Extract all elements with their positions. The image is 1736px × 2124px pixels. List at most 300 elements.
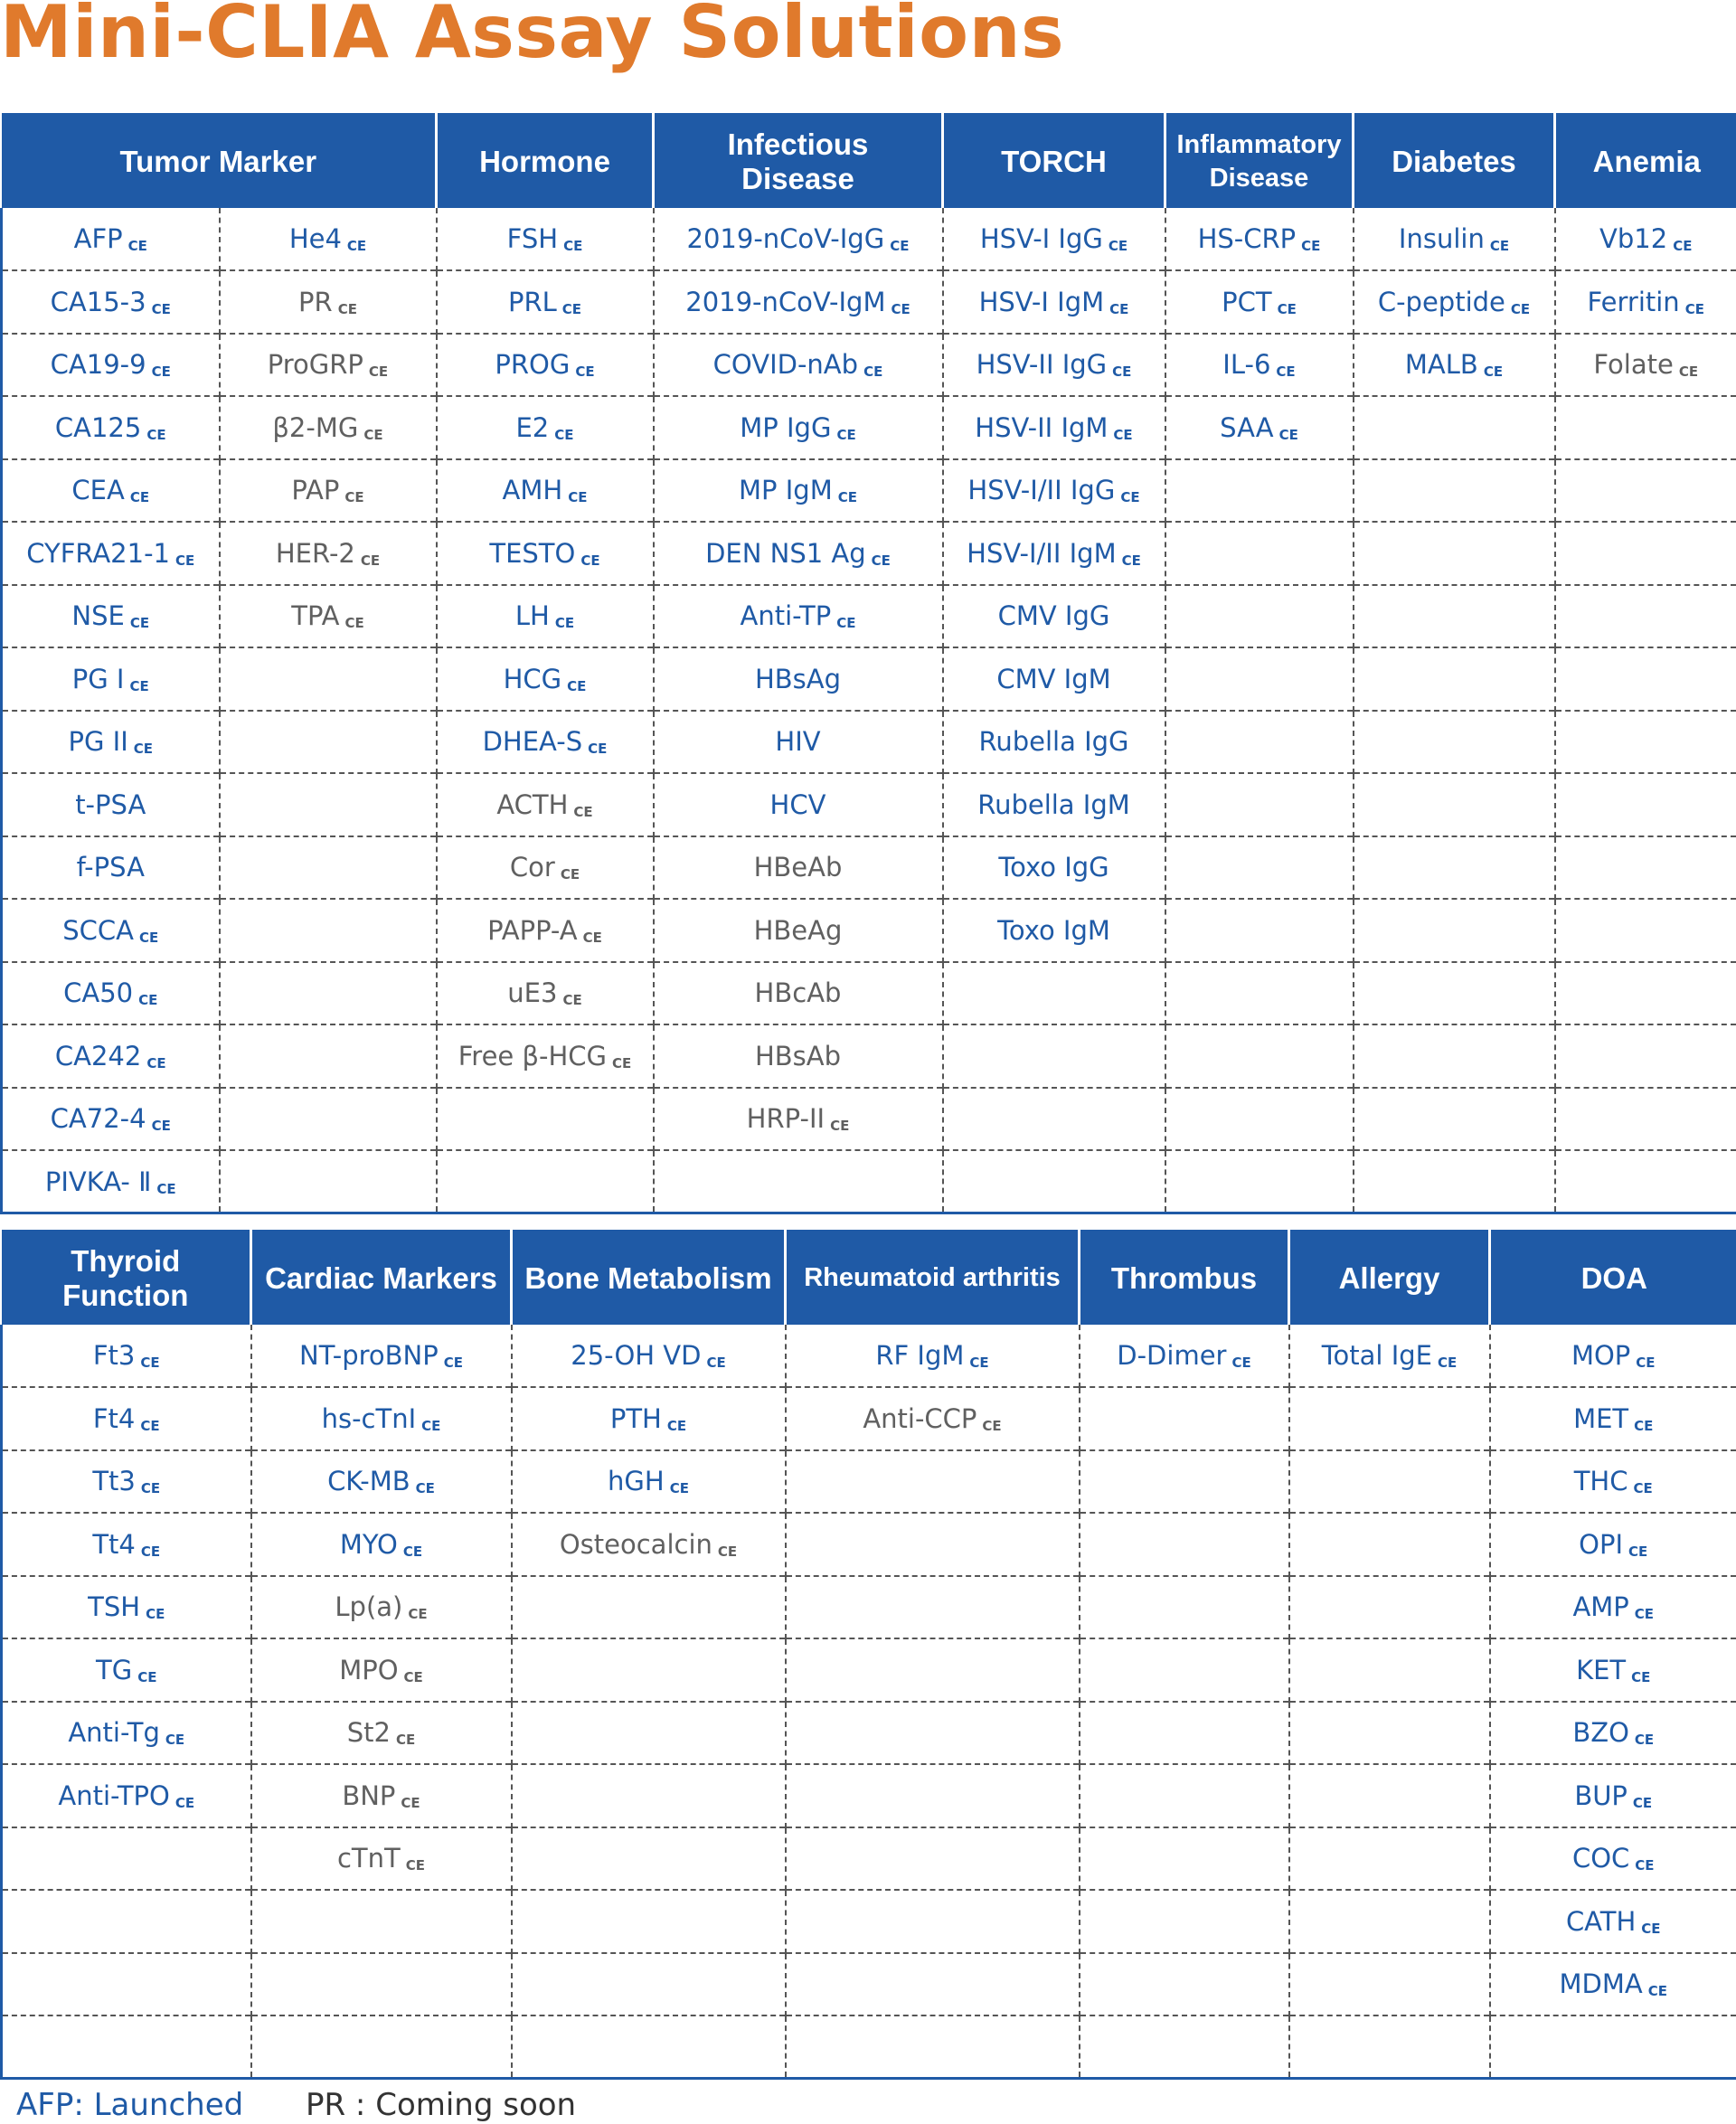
ce-mark-icon: CE [1631, 1668, 1651, 1685]
assay-name: CMV IgG [997, 600, 1110, 632]
empty-cell [2, 1827, 251, 1891]
column-header-anemia [1555, 115, 1736, 208]
header-label: Thyroid Function [62, 1243, 189, 1312]
ce-mark-icon: CE [612, 1054, 632, 1071]
ce-mark-icon: CE [401, 1794, 420, 1811]
ce-mark-icon: CE [156, 1180, 176, 1197]
empty-cell [1289, 1890, 1490, 1953]
assay-name: HER-2 [275, 537, 355, 569]
assay-name: Rubella IgM [977, 788, 1130, 820]
ce-mark-icon: CE [1437, 1354, 1458, 1371]
header-label: Tumor Marker [119, 144, 317, 178]
assay-name: Anti-CCP [863, 1402, 977, 1434]
header-label: Disease [741, 161, 854, 195]
assay-cell-den-ns1-ag [654, 522, 943, 585]
assay-name: He4 [288, 222, 342, 254]
assay-name: ACTH [496, 788, 569, 820]
ce-mark-icon: CE [1636, 1354, 1656, 1371]
empty-cell [437, 1150, 654, 1213]
ce-mark-icon: CE [1301, 237, 1321, 254]
assay-cell-pg-ii [2, 711, 220, 774]
table-row [2, 1450, 1736, 1514]
assay-name: HS-CRP [1197, 222, 1297, 254]
empty-cell [1289, 1450, 1490, 1514]
ce-mark-icon: CE [669, 1480, 689, 1497]
assay-name: cTnT [336, 1843, 401, 1874]
assay-name: RF IgM [875, 1339, 965, 1371]
assay-cell-amh [437, 459, 654, 523]
header-label: Infectious [727, 127, 869, 161]
assay-cell-ca242 [2, 1024, 220, 1088]
assay-name: AMH [502, 475, 563, 506]
empty-cell [1165, 773, 1354, 836]
assay-cell-anti-tp [654, 585, 943, 648]
assay-cell-bnp [251, 1764, 512, 1827]
assay-cell-hbsab [654, 1024, 943, 1088]
assay-name: CEA [71, 475, 125, 506]
empty-cell [1165, 1150, 1354, 1213]
empty-cell [1555, 711, 1736, 774]
assay-name: PCT [1222, 286, 1272, 317]
empty-cell [1165, 1024, 1354, 1088]
column-header-bone-metabolism [512, 1232, 786, 1325]
assay-cell-tpa [220, 585, 437, 648]
empty-cell [943, 1150, 1165, 1213]
ce-mark-icon: CE [561, 300, 582, 317]
assay-cell-pct [1165, 270, 1354, 334]
table-row [2, 334, 1736, 397]
assay-table-2 [0, 1230, 1736, 2080]
empty-cell [251, 1953, 512, 2016]
empty-cell [1165, 585, 1354, 648]
assay-cell-hbeag [654, 899, 943, 962]
assay-cell-acth [437, 773, 654, 836]
assay-cell-testo [437, 522, 654, 585]
empty-cell [1555, 1150, 1736, 1213]
ce-mark-icon: CE [360, 552, 381, 569]
empty-cell [512, 1827, 786, 1891]
ce-mark-icon: CE [1635, 1857, 1655, 1874]
ce-mark-icon: CE [146, 1054, 166, 1071]
assay-cell-thc [1490, 1450, 1736, 1514]
column-header-infectious-disease [654, 115, 943, 208]
assay-name: Total IgE [1321, 1339, 1432, 1371]
assay-name: Tt4 [92, 1528, 136, 1560]
assay-name: HCV [769, 788, 826, 820]
assay-cell-ctnt [251, 1827, 512, 1891]
ce-mark-icon: CE [1634, 1606, 1655, 1623]
empty-cell [1555, 647, 1736, 711]
assay-cell-f-psa [2, 836, 220, 900]
assay-name: DEN NS1 Ag [705, 537, 866, 569]
assay-cell-cea [2, 459, 220, 523]
assay-name: PIVKA- Ⅱ [44, 1166, 152, 1197]
ce-mark-icon: CE [567, 677, 587, 694]
assay-name: TG [96, 1654, 133, 1685]
ce-mark-icon: CE [175, 552, 195, 569]
empty-cell [1080, 1387, 1289, 1450]
assay-cell-hbcab [654, 962, 943, 1025]
table-row [2, 1387, 1736, 1450]
assay-cell-cath [1490, 1890, 1736, 1953]
assay-cell-bup [1490, 1764, 1736, 1827]
table-row [2, 396, 1736, 459]
assay-name: β2-MG [272, 411, 359, 443]
assay-name: HSV-I/II IgG [967, 475, 1116, 506]
assay-cell-hcv [654, 773, 943, 836]
assay-cell-anti-tg [2, 1702, 251, 1765]
ce-mark-icon: CE [1641, 1920, 1661, 1937]
ce-mark-icon: CE [969, 1354, 989, 1371]
table-row [2, 1325, 1736, 1388]
empty-cell [1080, 1764, 1289, 1827]
assay-cell-mp-igg [654, 396, 943, 459]
ce-mark-icon: CE [129, 489, 150, 506]
assay-name: CK-MB [327, 1466, 410, 1497]
column-header-allergy [1289, 1232, 1490, 1325]
assay-cell-papp-a [437, 899, 654, 962]
empty-cell [1289, 1513, 1490, 1576]
column-header-doa [1490, 1232, 1736, 1325]
assay-cell-cyfra21-1 [2, 522, 220, 585]
ce-mark-icon: CE [1678, 363, 1699, 381]
ce-mark-icon: CE [127, 237, 147, 254]
ce-mark-icon: CE [982, 1417, 1002, 1434]
assay-cell-scca [2, 899, 220, 962]
assay-cell-hbsag [654, 647, 943, 711]
assay-name: SAA [1220, 411, 1274, 443]
assay-name: Toxo IgG [998, 852, 1109, 883]
table-row [2, 1890, 1736, 1953]
assay-cell-hsv-i-ii-igm [943, 522, 1165, 585]
empty-cell [1165, 522, 1354, 585]
assay-name: PROG [495, 349, 571, 381]
table-row [2, 1024, 1736, 1088]
ce-mark-icon: CE [554, 426, 574, 443]
assay-name: 25-OH VD [571, 1339, 702, 1371]
assay-name: DHEA-S [482, 726, 583, 758]
empty-cell [786, 1702, 1080, 1765]
table-row [2, 1702, 1736, 1765]
assay-name: MPO [339, 1654, 399, 1685]
ce-mark-icon: CE [146, 1606, 165, 1623]
assay-name: D-Dimer [1117, 1339, 1227, 1371]
ce-mark-icon: CE [344, 489, 364, 506]
assay-cell-ca19-9 [2, 334, 220, 397]
assay-cell-pth [512, 1387, 786, 1450]
ce-mark-icon: CE [140, 1354, 160, 1371]
empty-cell [1289, 1702, 1490, 1765]
assay-cell-opi [1490, 1513, 1736, 1576]
ce-mark-icon: CE [151, 363, 171, 381]
assay-name: CA72-4 [50, 1103, 146, 1135]
assay-cell-hsv-ii-igg [943, 334, 1165, 397]
empty-cell [943, 1088, 1165, 1151]
empty-cell [1165, 459, 1354, 523]
assay-cell-toxo-igm [943, 899, 1165, 962]
empty-cell [2, 2015, 251, 2079]
table-row [2, 270, 1736, 334]
assay-name: SCCA [62, 914, 134, 946]
legend-coming-soon: PR : Coming soon [306, 2087, 577, 2123]
ce-mark-icon: CE [421, 1417, 441, 1434]
ce-mark-icon: CE [140, 1417, 160, 1434]
ce-mark-icon: CE [403, 1668, 423, 1685]
empty-cell [786, 1890, 1080, 1953]
empty-cell [2, 1953, 251, 2016]
assay-cell-c-peptide [1354, 270, 1555, 334]
assay-cell-toxo-igg [943, 836, 1165, 900]
assay-cell-tt4 [2, 1513, 251, 1576]
empty-cell [1354, 585, 1555, 648]
assay-cell-2019-ncov-igg [654, 208, 943, 271]
assay-cell-cor [437, 836, 654, 900]
column-header-torch [943, 115, 1165, 208]
column-header-tumor-marker [2, 115, 437, 208]
assay-cell-nt-probnp [251, 1325, 512, 1388]
ce-mark-icon: CE [1120, 489, 1140, 506]
column-header-rheumatoid-arthritis [786, 1232, 1080, 1325]
empty-cell [220, 773, 437, 836]
assay-name: Cor [509, 852, 555, 883]
assay-cell-prl [437, 270, 654, 334]
ce-mark-icon: CE [1113, 426, 1133, 443]
ce-mark-icon: CE [1634, 1417, 1654, 1434]
empty-cell [786, 1764, 1080, 1827]
assay-name: NSE [71, 600, 125, 632]
assay-cell-t-psa [2, 773, 220, 836]
assay-name: Vb12 [1599, 222, 1668, 254]
assay-cell-ket [1490, 1638, 1736, 1702]
assay-name: Lp(a) [335, 1591, 403, 1623]
assay-name: 2019-nCoV-IgM [685, 286, 886, 317]
ce-mark-icon: CE [1277, 300, 1297, 317]
legend-launched: AFP: Launched [16, 2087, 244, 2123]
assay-name: Rubella IgG [978, 726, 1129, 758]
assay-cell-total-ige [1289, 1325, 1490, 1388]
table-row [2, 1638, 1736, 1702]
assay-cell-d-dimer [1080, 1325, 1289, 1388]
empty-cell [1080, 1890, 1289, 1953]
empty-cell [786, 2015, 1080, 2079]
table-row [2, 1088, 1736, 1151]
assay-name: HBeAg [753, 914, 843, 946]
assay-cell-ck-mb [251, 1450, 512, 1514]
assay-name: HRP-II [746, 1103, 826, 1135]
assay-name: THC [1573, 1466, 1628, 1497]
ce-mark-icon: CE [405, 1857, 426, 1874]
empty-cell [1555, 396, 1736, 459]
assay-cell-beta2-mg [220, 396, 437, 459]
ce-mark-icon: CE [1109, 300, 1129, 317]
header-label: Diabetes [1392, 144, 1516, 178]
assay-name: COC [1571, 1843, 1630, 1874]
assay-name: HSV-I IgG [979, 222, 1103, 254]
assay-cell-ft4 [2, 1387, 251, 1450]
ce-mark-icon: CE [129, 677, 149, 694]
empty-cell [1289, 1827, 1490, 1891]
empty-cell [1354, 773, 1555, 836]
assay-name: FSH [506, 222, 559, 254]
assay-cell-malb [1354, 334, 1555, 397]
assay-cell-dhea-s [437, 711, 654, 774]
empty-cell [1289, 1638, 1490, 1702]
ce-mark-icon: CE [563, 237, 583, 254]
table-1-body [2, 208, 1736, 1213]
assay-cell-hbeab [654, 836, 943, 900]
assay-cell-mp-igm [654, 459, 943, 523]
assay-name: BNP [342, 1779, 396, 1811]
header-label: Hormone [479, 144, 610, 178]
assay-name: Ft4 [92, 1402, 136, 1434]
assay-cell-cmv-igm [943, 647, 1165, 711]
empty-cell [786, 1638, 1080, 1702]
ce-mark-icon: CE [554, 615, 575, 632]
table-row [2, 711, 1736, 774]
ce-mark-icon: CE [1483, 363, 1504, 381]
assay-name: HSV-II IgM [975, 411, 1109, 443]
ce-mark-icon: CE [1647, 1983, 1667, 2000]
assay-name: BZO [1572, 1717, 1629, 1749]
header-label: DOA [1580, 1260, 1647, 1295]
empty-cell [1289, 1576, 1490, 1639]
empty-cell [1354, 836, 1555, 900]
table-row [2, 208, 1736, 271]
ce-mark-icon: CE [395, 1732, 416, 1749]
ce-mark-icon: CE [408, 1606, 428, 1623]
assay-cell-pivka [2, 1150, 220, 1213]
ce-mark-icon: CE [151, 300, 171, 317]
assay-name: CATH [1565, 1905, 1637, 1937]
assay-name: CA15-3 [50, 286, 146, 317]
assay-name: COVID-nAb [712, 349, 859, 381]
ce-mark-icon: CE [1231, 1354, 1251, 1371]
assay-cell-2019-ncov-igm [654, 270, 943, 334]
empty-cell [1165, 647, 1354, 711]
empty-cell [1555, 522, 1736, 585]
column-header-thyroid-function [2, 1232, 251, 1325]
assay-cell-anti-ccp [786, 1387, 1080, 1450]
ce-mark-icon: CE [568, 489, 588, 506]
empty-cell [512, 1764, 786, 1827]
empty-cell [220, 899, 437, 962]
empty-cell [1289, 1764, 1490, 1827]
empty-cell [1354, 522, 1555, 585]
assay-name: HBcAb [754, 977, 842, 1009]
empty-cell [220, 647, 437, 711]
assay-cell-ferritin [1555, 270, 1736, 334]
assay-cell-tt3 [2, 1450, 251, 1514]
assay-name: Toxo IgM [997, 914, 1110, 946]
assay-cell-hcg [437, 647, 654, 711]
assay-cell-cmv-igg [943, 585, 1165, 648]
ce-mark-icon: CE [140, 1543, 161, 1560]
empty-cell [220, 1024, 437, 1088]
assay-cell-e2 [437, 396, 654, 459]
ce-mark-icon: CE [863, 363, 883, 381]
assay-cell-prog [437, 334, 654, 397]
assay-name: Insulin [1398, 222, 1485, 254]
assay-name: PG II [68, 726, 128, 758]
assay-name: TSH [88, 1591, 141, 1623]
table-row [2, 773, 1736, 836]
empty-cell [1555, 899, 1736, 962]
empty-cell [786, 1450, 1080, 1514]
assay-name: MDMA [1559, 1968, 1643, 2000]
empty-cell [1354, 1088, 1555, 1151]
empty-cell [654, 1150, 943, 1213]
assay-cell-hgh [512, 1450, 786, 1514]
column-header-inflammatory-disease [1165, 115, 1354, 208]
ce-mark-icon: CE [137, 1668, 157, 1685]
ce-mark-icon: CE [1108, 237, 1128, 254]
ce-mark-icon: CE [1276, 363, 1296, 381]
empty-cell [1080, 1827, 1289, 1891]
empty-cell [1289, 1387, 1490, 1450]
assay-name: E2 [515, 411, 550, 443]
empty-cell [1555, 773, 1736, 836]
assay-cell-mop [1490, 1325, 1736, 1388]
assay-name: t-PSA [75, 788, 146, 820]
assay-cell-insulin [1354, 208, 1555, 271]
table-row [2, 1150, 1736, 1213]
assay-name: f-PSA [76, 852, 145, 883]
column-header-diabetes [1354, 115, 1555, 208]
assay-cell-hsv-ii-igm [943, 396, 1165, 459]
ce-mark-icon: CE [344, 615, 364, 632]
assay-name: Osteocalcin [559, 1528, 712, 1560]
empty-cell [1354, 396, 1555, 459]
ce-mark-icon: CE [363, 426, 383, 443]
assay-cell-lp-a [251, 1576, 512, 1639]
assay-cell-ue3 [437, 962, 654, 1025]
assay-cell-ca72-4 [2, 1088, 220, 1151]
table-row [2, 899, 1736, 962]
ce-mark-icon: CE [1489, 237, 1510, 254]
assay-cell-folate [1555, 334, 1736, 397]
empty-cell [512, 2015, 786, 2079]
assay-name: Ferritin [1587, 286, 1680, 317]
assay-name: TPA [291, 600, 340, 632]
assay-name: HSV-I/II IgM [967, 537, 1117, 569]
assay-cell-nse [2, 585, 220, 648]
ce-mark-icon: CE [1121, 552, 1141, 569]
empty-cell [1354, 459, 1555, 523]
ce-mark-icon: CE [133, 741, 154, 758]
assay-name: MOP [1571, 1339, 1631, 1371]
assay-cell-osteocalcin [512, 1513, 786, 1576]
table-row [2, 585, 1736, 648]
assay-cell-vb12 [1555, 208, 1736, 271]
assay-cell-progrp [220, 334, 437, 397]
assay-name: MALB [1404, 349, 1478, 381]
ce-mark-icon: CE [138, 992, 158, 1009]
ce-mark-icon: CE [1632, 1794, 1653, 1811]
assay-name: PAPP-A [487, 914, 578, 946]
empty-cell [1080, 2015, 1289, 2079]
assay-name: HBsAg [754, 663, 842, 694]
assay-cell-rf-igm [786, 1325, 1080, 1388]
assay-name: PG I [71, 663, 125, 694]
assay-cell-pg-i [2, 647, 220, 711]
empty-cell [1490, 2015, 1736, 2079]
assay-cell-ca50 [2, 962, 220, 1025]
ce-mark-icon: CE [891, 300, 910, 317]
ce-mark-icon: CE [573, 803, 593, 820]
assay-cell-rubella-igg [943, 711, 1165, 774]
assay-name: HSV-II IgG [976, 349, 1108, 381]
empty-cell [1165, 899, 1354, 962]
